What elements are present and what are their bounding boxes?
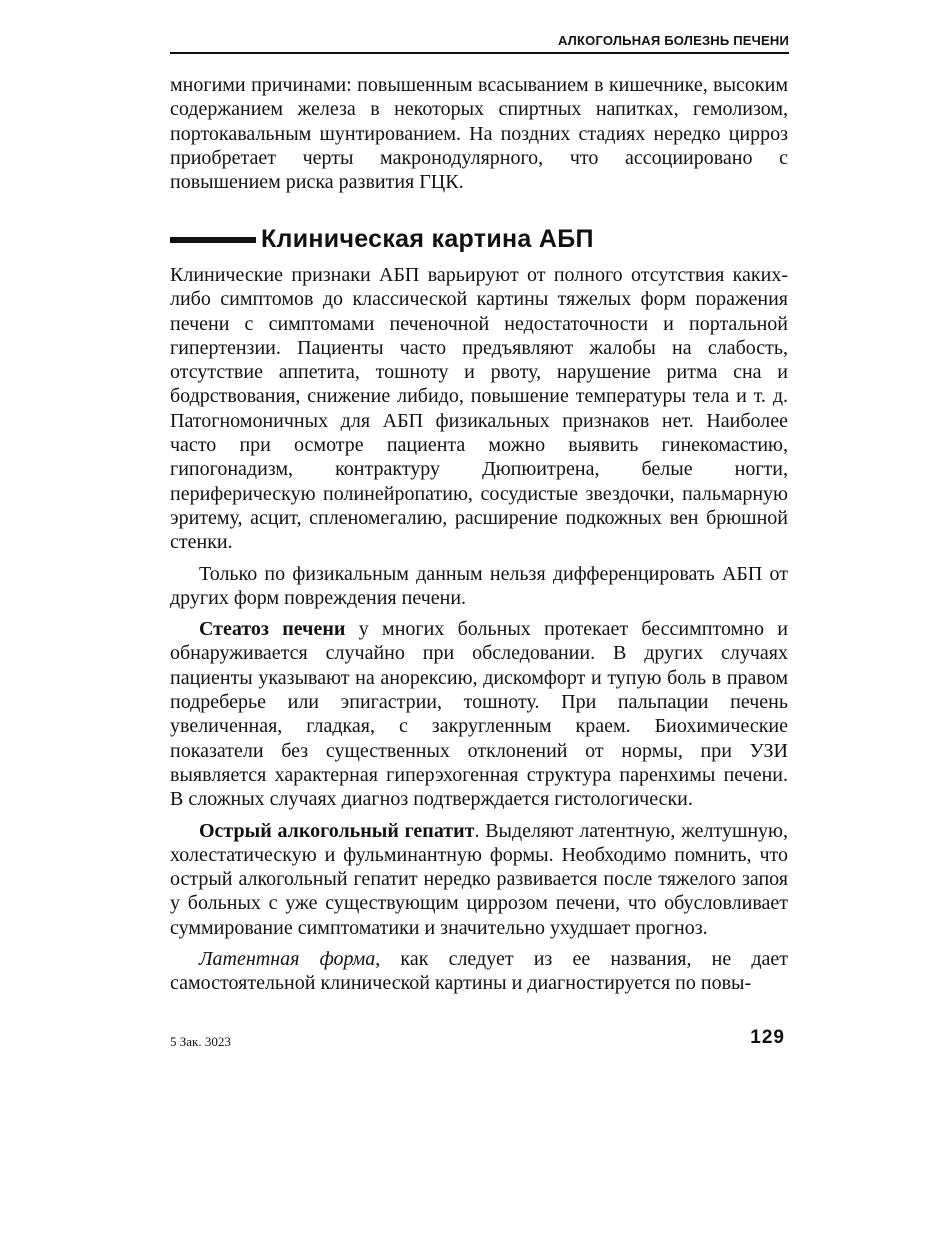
term-steatosis: Стеатоз печени — [199, 618, 346, 641]
intro-paragraph: многими причинами: повышенным всасыванием в кишечнике, высоким содержанием железа в некоторых спиртных напитках, гемолизом, портокавальным шунтированием. На поздних стадиях нередко цирроз приобретает черты макронодулярного, что ассоциировано с повышением риска развития ГЦК. — [170, 74, 788, 194]
page-number: 129 — [750, 1027, 785, 1048]
term-latent-form: Латентная форма — [199, 948, 376, 971]
section-body — [170, 263, 788, 996]
paragraph-differentiation: Только по физикальным данным нельзя дифференцировать АБП от других форм повреждения печени. — [170, 562, 788, 609]
paragraph-steatosis — [170, 617, 788, 811]
heading-bar-decoration — [170, 237, 256, 243]
printing-order-note: 5 Зак. 3023 — [170, 1034, 231, 1049]
latent-form-text: , как следует из ее названия, не дает самостоятельной клинической картины и диагностируется по повы- — [170, 948, 788, 995]
section-title: Клиническая картина АБП — [261, 225, 594, 253]
running-header: АЛКОГОЛЬНАЯ БОЛЕЗНЬ ПЕЧЕНИ — [557, 33, 789, 48]
paragraph-clinical-signs: Клинические признаки АБП варьируют от полного отсутствия каких-либо симптомов до классической картины тяжелых форм поражения печени с симптомами печеночной недостаточности и портальной гипертензии. Пациенты часто предъявляют жалобы на слабость, отсутствие аппетита, тошноту и рвоту, нарушение ритма сна и бодрствования, снижение либидо, повышение температуры тела и т. д. Патогномоничных для АБП физикальных признаков нет. Наиболее часто при осмотре пациента можно выявить гинекомастию, гипогонадизм, контрактуру Дюпюитрена, белые ногти, периферическую полинейропатию, сосудистые звездочки, пальмарную эритему, асцит, спленомегалию, расширение подкожных вен брюшной стенки. — [170, 264, 788, 554]
paragraph-acute-hepatitis — [170, 819, 788, 940]
acute-hepatitis-text: . Выделяют латентную, желтушную, холестатическую и фульминантную формы. Необходимо помнить, что острый алкогольный гепатит нередко развивается после тяжелого запоя у больных с уже существующим циррозом печени, что обусловливает суммирование симптоматики и значительно ухудшает прогноз. — [170, 819, 788, 939]
steatosis-text: у многих больных протекает бессимптомно и обнаруживается случайно при обследовании. В других случаях пациенты указывают на анорексию, дискомфорт и тупую боль в правом подреберье или эпигастрии, тошноту. При пальпации печень увеличенная, гладкая, с закругленным краем. Биохимические показатели без существенных отклонений от нормы, при УЗИ выявляется характерная гиперэхогенная структура паренхимы печени. В сложных случаях диагноз подтверждается гистологически. — [170, 618, 788, 811]
paragraph-latent-form — [170, 947, 788, 996]
term-acute-hepatitis: Острый алкогольный гепатит — [199, 819, 475, 842]
intro-text — [170, 73, 788, 194]
section-heading — [170, 225, 594, 254]
header-rule — [170, 52, 789, 54]
